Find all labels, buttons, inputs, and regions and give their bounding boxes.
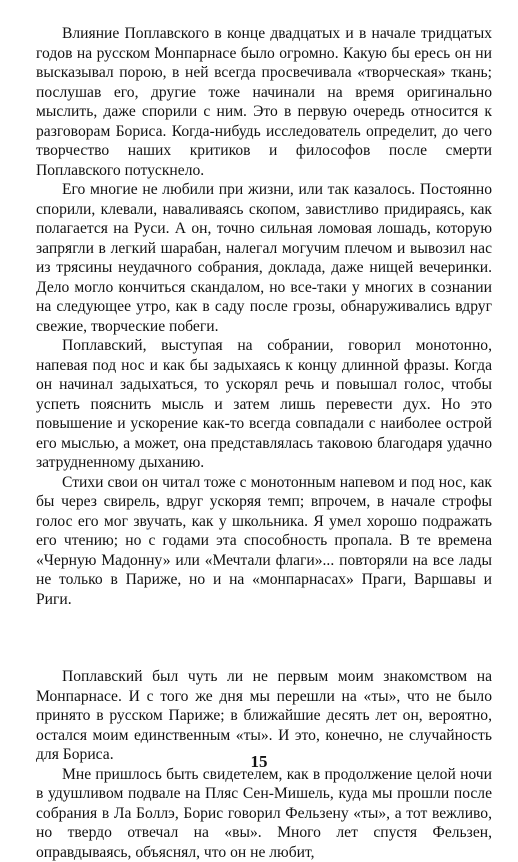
section-break	[36, 609, 492, 667]
paragraph: Поплавский был чуть ли не первым моим знакомством на Монпарнасе. И с того же дня мы перешли на «ты», что не было принято в русском Париже; в ближайшие десять лет он, вероятно, остался моим единственным «ты». И это, конечно, не случайность для Бориса.	[36, 667, 492, 765]
paragraph: Влияние Поплавского в конце двадцатых и в начале тридцатых годов на русском Монпарнасе было огромно. Какую бы ересь он ни высказывал порою, в ней всегда просвечивала «творческая» ткань; послушав его, другие тоже начинали на время оригинально мыслить, даже спорили с ним. Это в первую очередь относится к разговорам Бориса. Когда-нибудь исследователь определит, до чего творчество наших критиков и философов после смерти Поплавского потускнело.	[36, 24, 492, 180]
paragraph: Его многие не любили при жизни, или так казалось. Постоянно спорили, клевали, наваливаясь скопом, завистливо придираясь, как полагается на Руси. А он, точно сильная ломовая лошадь, которую запрягли в легкий шарабан, налегал могучим плечом и вывозил нас из трясины неудачного собрания, доклада, даже нищей вечеринки. Дело могло кончиться скандалом, но все-таки у многих в сознании на следующее утро, как в саду после грозы, обнаруживались вдруг свежие, творческие побеги.	[36, 180, 492, 336]
page-body	[36, 24, 492, 862]
paragraph: Поплавский, выступая на собрании, говорил монотонно, напевая под нос и как бы задыхаясь к концу длинной фразы. Когда он начинал задыхаться, то ускорял речь и повышал голос, чтобы успеть пояснить мысль и затем лишь перевести дух. Но это повышение и ускорение как-то всегда совпадали с наиболее острой его мыслью, а может, она представлялась таковою благодаря удачно затрудненному дыханию.	[36, 336, 492, 473]
paragraph: Стихи свои он читал тоже с монотонным напевом и под нос, как бы через свирель, вдруг ускоряя темп; впрочем, в начале строфы голос его мог звучать, как у школьника. Я умел хорошо подражать его чтению; но с годами эта способность пропала. В те времена «Черную Мадонну» или «Мечтали флаги»... повторяли на все лады не только в Париже, но и на «монпарнасах» Праги, Варшавы и Риги.	[36, 473, 492, 610]
section-1	[36, 24, 492, 609]
page-number: 15	[0, 752, 518, 772]
paragraph: Мне пришлось быть свидетелем, как в продолжение целой ночи в удушливом подвале на Пляс Сен-Мишель, куда мы прошли после собрания в Ла Боллэ, Борис говорил Фельзену «ты», а тот вежливо, но твердо отвечал на «вы». Много лет спустя Фельзен, оправдываясь, объяснял, что он не любит,	[36, 765, 492, 862]
